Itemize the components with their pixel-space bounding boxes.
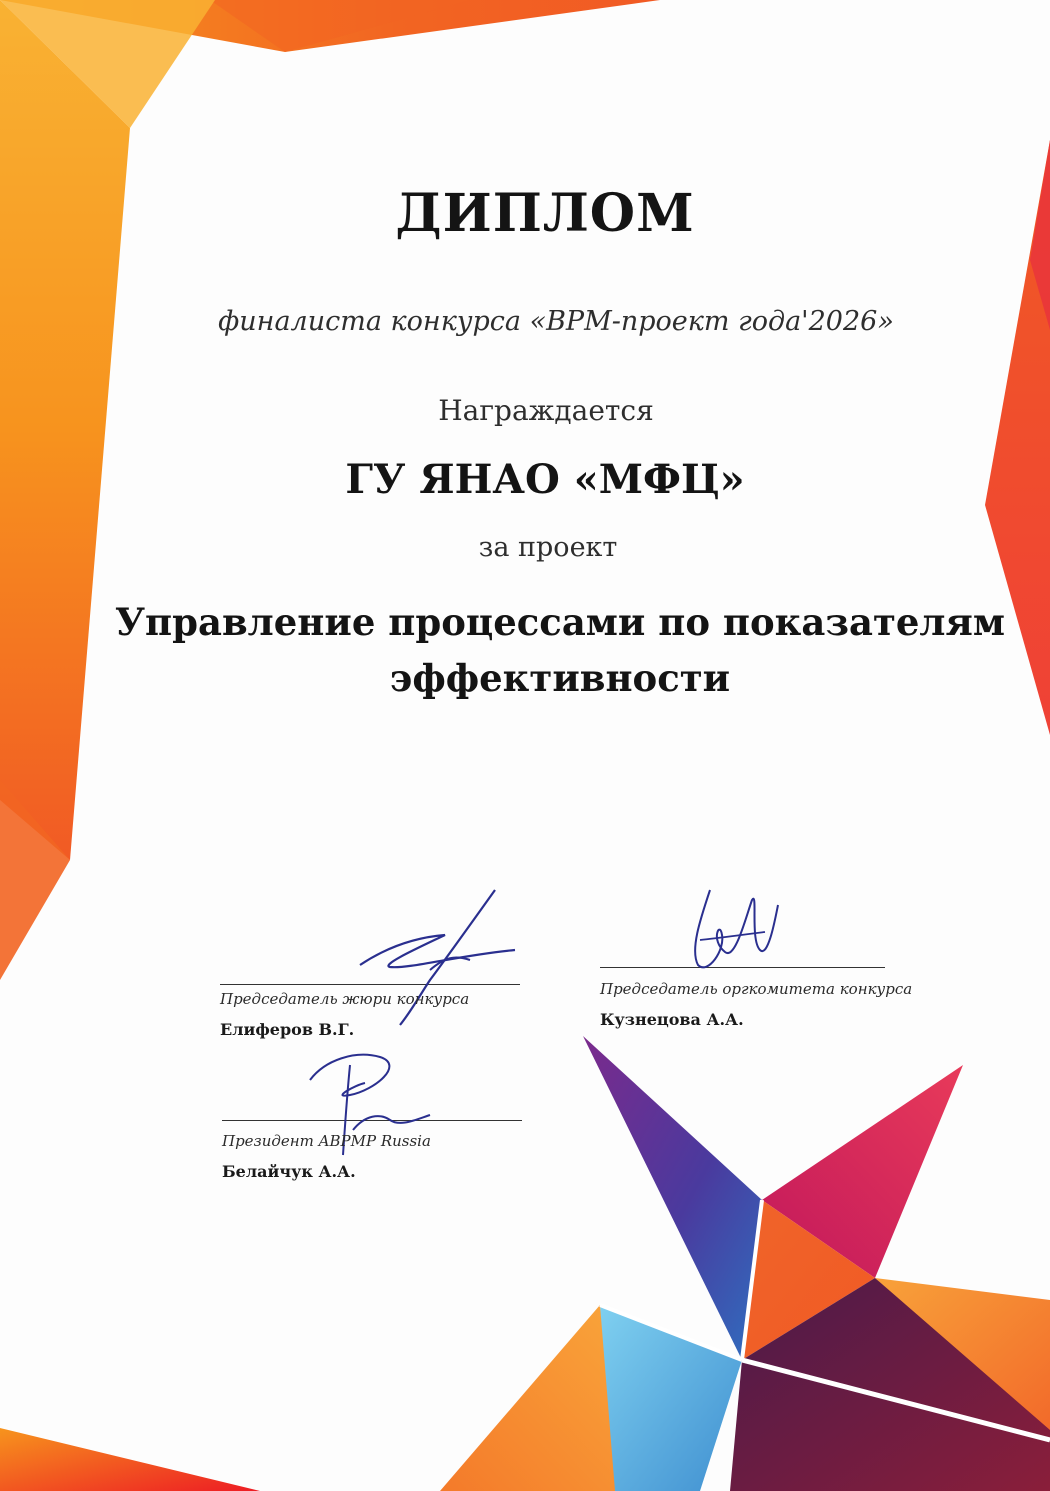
star-lower-left-facet bbox=[440, 1305, 615, 1491]
project-name: Управление процессами по показателям эффективности bbox=[115, 600, 1005, 700]
for-project-label: за проект bbox=[478, 532, 618, 563]
signatory-name: Белайчук А.А. bbox=[222, 1162, 356, 1181]
recipient-organization: ГУ ЯНАО «МФЦ» bbox=[345, 456, 745, 503]
diploma-subtitle: финалиста конкурса «BPM-проект года'2026» bbox=[218, 306, 894, 337]
signatory-name: Кузнецова А.А. bbox=[600, 1010, 744, 1029]
signatory-name: Елиферов В.Г. bbox=[220, 1020, 355, 1039]
signatory-role: Президент ABPMP Russia bbox=[222, 1132, 431, 1150]
signature-orgcommittee-chair bbox=[680, 880, 790, 980]
awarded-label: Награждается bbox=[438, 394, 654, 427]
signatory-role: Председатель оргкомитета конкурса bbox=[600, 980, 913, 998]
signatory-role: Председатель жюри конкурса bbox=[220, 990, 470, 1008]
diploma-title: ДИПЛОМ bbox=[395, 183, 695, 244]
signature-jury-chair bbox=[350, 885, 530, 1035]
left-yellow-shape bbox=[0, 0, 130, 860]
bottom-left-shape bbox=[0, 1428, 260, 1491]
